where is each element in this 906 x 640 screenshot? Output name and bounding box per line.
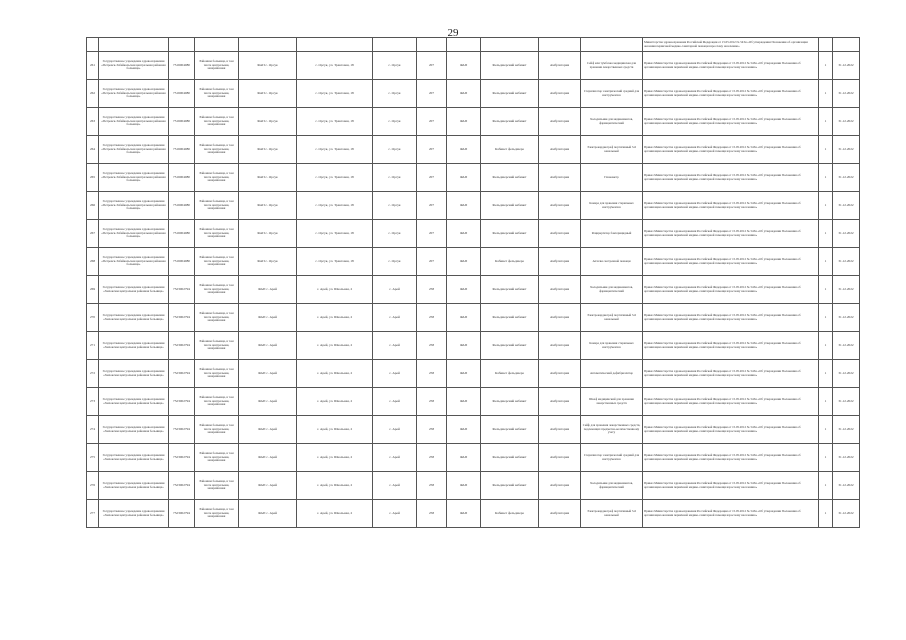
table-cell-num: 1 [819,444,833,472]
table-cell-inn [169,38,195,52]
table-cell-addr: ФАП с. Орсук [239,80,297,108]
table-cell-date: 31.12.2022 [833,276,860,304]
table-cell-settl: с. Арей [373,304,417,332]
table-cell-place [481,38,539,52]
table-cell-place: Кабинет фельдшера [481,136,539,164]
page-number: 29 [447,27,459,39]
table-cell-pop: 258 [417,472,447,500]
table-cell-kind: ФАП [447,164,481,192]
table-row [87,472,860,500]
table-row [87,164,860,192]
table-cell-dest: Амбулатория [539,52,581,80]
table-cell-date: 31.12.2022 [833,472,860,500]
table-cell-dest: Амбулатория [539,248,581,276]
table-cell-org [99,38,169,52]
table-row [87,304,860,332]
table-cell-kind: ФАП [447,80,481,108]
table-cell-kind: ФАП [447,192,481,220]
table-cell-settl: с. Арей [373,416,417,444]
table-cell-kind: ФАП [447,108,481,136]
table-cell-basis: Приказ Министерства здравоохранения Российской Федерации от 15.05.2012 № 543н «Об утверждении Положения об организации оказания первичной медико-санитарной помощи взрослому населению» [643,416,819,444]
table-cell-date: 31.12.2022 [833,304,860,332]
table-cell-purpose: Рециркулятор бактерицидный [581,220,643,248]
table-cell-inn: 7523002794 [169,360,195,388]
table-row [87,388,860,416]
table-cell-addr: ФАП с. Орсук [239,52,297,80]
table-cell-no: 276 [87,472,99,500]
table-cell-pop: 207 [417,164,447,192]
table-cell-addr: ФАП с. Арей [239,332,297,360]
table-body [87,38,860,528]
table-cell-date: 31.12.2022 [833,220,860,248]
table-cell-purpose: Холодильник для медикаментов, фармацевтический [581,276,643,304]
table-cell-no: 267 [87,220,99,248]
table-cell-settl: с. Арей [373,276,417,304]
table-row [87,220,860,248]
table-cell-pop [417,38,447,52]
table-cell-city_addr: с. Арей, ул. Школьная, 2 [297,444,373,472]
table-cell-addr: ФАП с. Арей [239,360,297,388]
table-cell-date: 31.12.2022 [833,416,860,444]
table-cell-pop: 207 [417,220,447,248]
table-cell-type: Районная больница, в том числе центральная, межрайонная [195,108,239,136]
table-row [87,80,860,108]
table-cell-org: Государственное учреждение здравоохранения «Хилокская центральная районная больница» [99,332,169,360]
table-cell-org: Государственное учреждение здравоохранения «Хилокская центральная районная больница» [99,276,169,304]
table-cell-dest: Амбулатория [539,192,581,220]
table-cell-kind: ФАП [447,304,481,332]
table-cell-inn: 7516004080 [169,108,195,136]
table-cell-inn: 7523002794 [169,444,195,472]
table-cell-settl: с. Арей [373,444,417,472]
table-cell-addr: ФАП с. Арей [239,444,297,472]
table-cell-dest: Амбулатория [539,136,581,164]
table-cell-dest: Амбулатория [539,276,581,304]
table-cell-org: Государственное учреждение здравоохранения «Петровск-Забайкальская центральная районная больница» [99,80,169,108]
table-cell-dest: Амбулатория [539,80,581,108]
table-cell-date: 31.12.2022 [833,500,860,528]
table-cell-num: 1 [819,164,833,192]
table-cell-purpose: Автоматический дефибриллятор [581,360,643,388]
table-cell-purpose: Стерилизатор электрический средний для инструментов [581,444,643,472]
table-cell-num: 1 [819,248,833,276]
table-cell-pop: 258 [417,444,447,472]
table-cell-num: 1 [819,220,833,248]
table-cell-addr: ФАП с. Орсук [239,192,297,220]
table-cell-num: 1 [819,108,833,136]
table-cell-dest: Амбулатория [539,360,581,388]
table-cell-type: Районная больница, в том числе центральная, межрайонная [195,360,239,388]
table-cell-place: Фельдшерский кабинет [481,332,539,360]
table-cell-pop: 207 [417,108,447,136]
table-cell-dest: Амбулатория [539,220,581,248]
table-cell-settl: с. Орсук [373,164,417,192]
table-cell-purpose: Глюкометр [581,164,643,192]
table-cell-pop: 258 [417,388,447,416]
table-cell-dest: Амбулатория [539,164,581,192]
table-cell-settl: с. Орсук [373,220,417,248]
table-cell-kind: ФАП [447,248,481,276]
table-cell-place: Фельдшерский кабинет [481,192,539,220]
table-cell-date: 31.12.2022 [833,388,860,416]
table-cell-type: Районная больница, в том числе центральная, межрайонная [195,192,239,220]
table-cell-type: Районная больница, в том числе центральная, межрайонная [195,52,239,80]
table-cell-purpose: Камера для хранения стерильных инструментов [581,192,643,220]
table-cell-inn: 7516004080 [169,164,195,192]
table-cell-no: 263 [87,108,99,136]
table-cell-addr: ФАП с. Орсук [239,136,297,164]
table-cell-date: 31.12.2022 [833,332,860,360]
table-cell-inn: 7516004080 [169,136,195,164]
table-cell-date: 31.12.2022 [833,108,860,136]
table-cell-kind: ФАП [447,444,481,472]
table-cell-addr: ФАП с. Арей [239,500,297,528]
table-cell-kind [447,38,481,52]
table-cell-date: 31.12.2022 [833,80,860,108]
table-cell-type: Районная больница, в том числе центральная, межрайонная [195,248,239,276]
table-cell-org: Государственное учреждение здравоохранения «Петровск-Забайкальская центральная районная больница» [99,220,169,248]
table-cell-inn: 7523002794 [169,472,195,500]
table-cell-basis: Приказ Министерства здравоохранения Российской Федерации от 15.05.2012 № 543н «Об утверждении Положения об организации оказания первичной медико-санитарной помощи взрослому населению» [643,304,819,332]
table-cell-kind: ФАП [447,332,481,360]
table-cell-org: Государственное учреждение здравоохранения «Хилокская центральная районная больница» [99,304,169,332]
table-cell-no: 261 [87,52,99,80]
table-cell-date: 31.12.2022 [833,164,860,192]
table-row [87,248,860,276]
table-cell-kind: ФАП [447,472,481,500]
table-cell-org: Государственное учреждение здравоохранения «Петровск-Забайкальская центральная районная больница» [99,136,169,164]
table-cell-num: 1 [819,472,833,500]
table-cell-place: Фельдшерский кабинет [481,52,539,80]
table-cell-addr: ФАП с. Орсук [239,220,297,248]
table-cell-org: Государственное учреждение здравоохранения «Петровск-Забайкальская центральная районная больница» [99,108,169,136]
table-cell-num: 1 [819,388,833,416]
table-cell-settl: с. Орсук [373,248,417,276]
table-row [87,136,860,164]
table-cell-settl: с. Орсук [373,108,417,136]
table-cell-basis: Приказ Министерства здравоохранения Российской Федерации от 15.05.2012 № 543н «Об утверждении Положения об организации оказания первичной медико-санитарной помощи взрослому населению» [643,276,819,304]
table-cell-kind: ФАП [447,276,481,304]
table-cell-settl: с. Арей [373,472,417,500]
table-cell-num: 1 [819,192,833,220]
table-cell-basis: Приказ Министерства здравоохранения Российской Федерации от 15.05.2012 № 543н «Об утверждении Положения об организации оказания первичной медико-санитарной помощи взрослому населению» [643,332,819,360]
table-cell-place: Фельдшерский кабинет [481,276,539,304]
table-cell-place: Кабинет фельдшера [481,500,539,528]
table-cell-city_addr: с. Орсук, ул. Трактовая, 18 [297,80,373,108]
table-cell-pop: 207 [417,136,447,164]
table-cell-no: 264 [87,136,99,164]
table-cell-dest: Амбулатория [539,472,581,500]
table-cell-basis: Приказ Министерства здравоохранения Российской Федерации от 15.05.2012 № 543н «Об утверждении Положения об организации оказания первичной медико-санитарной помощи взрослому населению» [643,360,819,388]
table-cell-dest: Амбулатория [539,108,581,136]
table-row [87,444,860,472]
equipment-register-table [86,37,860,528]
table-cell-city_addr [297,38,373,52]
table-cell-date [833,38,860,52]
table-cell-purpose: Электрокардиограф портативный 3-6 канальный [581,136,643,164]
table-cell-kind: ФАП [447,500,481,528]
table-cell-settl: с. Арей [373,360,417,388]
table-cell-basis: Приказ Министерства здравоохранения Российской Федерации от 15.05.2012 № 543н «Об утверждении Положения об организации оказания первичной медико-санитарной помощи взрослому населению» [643,444,819,472]
table-cell-org: Государственное учреждение здравоохранения «Хилокская центральная районная больница» [99,360,169,388]
table-cell-place: Фельдшерский кабинет [481,304,539,332]
table-cell-no [87,38,99,52]
table-cell-org: Государственное учреждение здравоохранения «Хилокская центральная районная больница» [99,444,169,472]
table-cell-date: 31.12.2022 [833,444,860,472]
table-cell-inn: 7523002794 [169,416,195,444]
table-cell-no: 272 [87,360,99,388]
table-cell-settl: с. Арей [373,500,417,528]
table-cell-basis: Приказ Министерства здравоохранения Российской Федерации от 15.05.2012 № 543н «Об утверждении Положения об организации оказания первичной медико-санитарной помощи взрослому населению» [643,164,819,192]
table-cell-place: Фельдшерский кабинет [481,108,539,136]
table-row [87,52,860,80]
table-cell-no: 266 [87,192,99,220]
table-cell-type: Районная больница, в том числе центральная, межрайонная [195,332,239,360]
table-cell-place: Фельдшерский кабинет [481,220,539,248]
table-cell-settl: с. Орсук [373,192,417,220]
table-cell-date: 31.12.2022 [833,248,860,276]
table-row [87,38,860,52]
table-cell-type: Районная больница, в том числе центральная, межрайонная [195,388,239,416]
table-cell-type: Районная больница, в том числе центральная, межрайонная [195,80,239,108]
table-cell-basis: Приказ Министерства здравоохранения Российской Федерации от 15.05.2012 № 543н «Об утверждении Положения об организации оказания первичной медико-санитарной помощи взрослому населению» [643,388,819,416]
table-cell-no: 270 [87,304,99,332]
table-cell-pop: 258 [417,416,447,444]
table-cell-place: Фельдшерский кабинет [481,164,539,192]
table-cell-kind: ФАП [447,360,481,388]
table-cell-num: 1 [819,304,833,332]
table-cell-settl [373,38,417,52]
table-cell-pop: 258 [417,360,447,388]
table-row [87,416,860,444]
table-cell-no: 268 [87,248,99,276]
table-cell-inn: 7523002794 [169,388,195,416]
table-cell-city_addr: с. Арей, ул. Школьная, 2 [297,500,373,528]
table-cell-inn: 7516004080 [169,52,195,80]
table-cell-purpose [581,38,643,52]
table-cell-city_addr: с. Арей, ул. Школьная, 2 [297,360,373,388]
table-cell-city_addr: с. Арей, ул. Школьная, 2 [297,332,373,360]
table-cell-num: 1 [819,332,833,360]
table-cell-settl: с. Арей [373,388,417,416]
table-cell-basis: Приказ Министерства здравоохранения Российской Федерации от 15.05.2012 № 543н «Об утверждении Положения об организации оказания первичной медико-санитарной помощи взрослому населению» [643,52,819,80]
table-cell-pop: 258 [417,332,447,360]
table-cell-inn: 7523002794 [169,332,195,360]
table-cell-date: 31.12.2022 [833,52,860,80]
table-cell-addr [239,38,297,52]
table-row [87,332,860,360]
table-cell-org: Государственное учреждение здравоохранения «Петровск-Забайкальская центральная районная больница» [99,248,169,276]
table-cell-purpose: Аптечка экстренной помощи [581,248,643,276]
table-cell-pop: 207 [417,248,447,276]
table-cell-type: Районная больница, в том числе центральная, межрайонная [195,416,239,444]
table-cell-settl: с. Орсук [373,80,417,108]
table-cell-purpose: Шкаф медицинский для хранения лекарственных средств [581,388,643,416]
table-cell-dest: Амбулатория [539,332,581,360]
table-cell-date: 31.12.2022 [833,192,860,220]
table-cell-no: 277 [87,500,99,528]
table-cell-org: Государственное учреждение здравоохранения «Петровск-Забайкальская центральная районная больница» [99,192,169,220]
table-cell-basis: Приказ Министерства здравоохранения Российской Федерации от 15.05.2012 № 543н «Об утверждении Положения об организации оказания первичной медико-санитарной помощи взрослому населению» [643,136,819,164]
table-cell-city_addr: с. Арей, ул. Школьная, 2 [297,276,373,304]
table-cell-addr: ФАП с. Орсук [239,108,297,136]
table-cell-city_addr: с. Орсук, ул. Трактовая, 18 [297,248,373,276]
table-cell-purpose: Сейф для хранения лекарственных средств, подлежащих предметно-количественному учету [581,416,643,444]
table-cell-num: 1 [819,276,833,304]
table-cell-org: Государственное учреждение здравоохранения «Хилокская центральная районная больница» [99,500,169,528]
table-cell-city_addr: с. Орсук, ул. Трактовая, 18 [297,220,373,248]
table-cell-addr: ФАП с. Арей [239,304,297,332]
table-cell-place: Фельдшерский кабинет [481,472,539,500]
table-cell-place: Фельдшерский кабинет [481,416,539,444]
table-cell-basis: Приказ Министерства здравоохранения Российской Федерации от 15.05.2012 № 543н «Об утверждении Положения об организации оказания первичной медико-санитарной помощи взрослому населению» [643,220,819,248]
table-row [87,276,860,304]
table-cell-inn: 7516004080 [169,192,195,220]
table-cell-city_addr: с. Орсук, ул. Трактовая, 18 [297,192,373,220]
table-cell-org: Государственное учреждение здравоохранения «Хилокская центральная районная больница» [99,388,169,416]
table-cell-basis: Приказ Министерства здравоохранения Российской Федерации от 15.05.2012 № 543н «Об утверждении Положения об организации оказания первичной медико-санитарной помощи взрослому населению» [643,192,819,220]
table-cell-num: 1 [819,500,833,528]
table-cell-dest: Амбулатория [539,500,581,528]
table-cell-kind: ФАП [447,52,481,80]
table-cell-date: 31.12.2022 [833,360,860,388]
table-cell-city_addr: с. Орсук, ул. Трактовая, 18 [297,164,373,192]
table-cell-addr: ФАП с. Орсук [239,248,297,276]
table-cell-pop: 258 [417,500,447,528]
table-cell-num: 1 [819,360,833,388]
table-cell-basis: Приказ Министерства здравоохранения Российской Федерации от 15.05.2012 № 543н «Об утверждении Положения об организации оказания первичной медико-санитарной помощи взрослому населению» [643,500,819,528]
table-cell-type: Районная больница, в том числе центральная, межрайонная [195,472,239,500]
table-cell-purpose: Холодильник для медикаментов, фармацевтический [581,472,643,500]
table-cell-org: Государственное учреждение здравоохранения «Хилокская центральная районная больница» [99,472,169,500]
table-cell-basis: Приказ Министерства здравоохранения Российской Федерации от 15.05.2012 № 543н «Об утверждении Положения об организации оказания первичной медико-санитарной помощи взрослому населению» [643,248,819,276]
table-cell-type: Районная больница, в том числе центральная, межрайонная [195,444,239,472]
table-cell-inn: 7516004080 [169,80,195,108]
table-cell-inn: 7516004080 [169,220,195,248]
table-cell-basis: Министерства здравоохранения Российской Федерации от 15.05.2012 № 543н «Об утверждении Положения об организации оказания первичной медико-санитарной помощи взрослому населению» [643,38,819,52]
table-cell-inn: 7523002794 [169,276,195,304]
table-cell-type: Районная больница, в том числе центральная, межрайонная [195,220,239,248]
table-cell-num: 1 [819,416,833,444]
table-cell-dest: Амбулатория [539,444,581,472]
table-cell-num [819,38,833,52]
table-cell-city_addr: с. Арей, ул. Школьная, 2 [297,416,373,444]
table-cell-dest [539,38,581,52]
table-row [87,192,860,220]
table-cell-no: 262 [87,80,99,108]
table-cell-pop: 207 [417,192,447,220]
table-cell-no: 274 [87,416,99,444]
table-cell-kind: ФАП [447,416,481,444]
table-cell-purpose: Холодильник для медикаментов, фармацевтический [581,108,643,136]
table-cell-inn: 7523002794 [169,304,195,332]
table-cell-pop: 207 [417,52,447,80]
table-cell-settl: с. Орсук [373,136,417,164]
table-cell-city_addr: с. Арей, ул. Школьная, 2 [297,388,373,416]
table-cell-type: Районная больница, в том числе центральная, межрайонная [195,276,239,304]
table-cell-basis: Приказ Министерства здравоохранения Российской Федерации от 15.05.2012 № 543н «Об утверждении Положения об организации оказания первичной медико-санитарной помощи взрослому населению» [643,472,819,500]
table-cell-place: Кабинет фельдшера [481,248,539,276]
table-cell-type: Районная больница, в том числе центральная, межрайонная [195,304,239,332]
table-cell-no: 265 [87,164,99,192]
table-cell-org: Государственное учреждение здравоохранения «Петровск-Забайкальская центральная районная больница» [99,164,169,192]
table-cell-kind: ФАП [447,388,481,416]
table-cell-dest: Амбулатория [539,416,581,444]
table-row [87,500,860,528]
table-cell-city_addr: с. Орсук, ул. Трактовая, 18 [297,52,373,80]
table-cell-no: 273 [87,388,99,416]
table-cell-basis: Приказ Министерства здравоохранения Российской Федерации от 15.05.2012 № 543н «Об утверждении Положения об организации оказания первичной медико-санитарной помощи взрослому населению» [643,80,819,108]
table-cell-org: Государственное учреждение здравоохранения «Петровск-Забайкальская центральная районная больница» [99,52,169,80]
table-cell-addr: ФАП с. Арей [239,276,297,304]
table-cell-place: Фельдшерский кабинет [481,80,539,108]
table-cell-addr: ФАП с. Арей [239,416,297,444]
table-cell-dest: Амбулатория [539,388,581,416]
table-cell-no: 275 [87,444,99,472]
table-cell-addr: ФАП с. Орсук [239,164,297,192]
table-cell-settl: с. Арей [373,332,417,360]
table-cell-inn: 7523002794 [169,500,195,528]
table-cell-num: 1 [819,80,833,108]
table-cell-no: 269 [87,276,99,304]
table-cell-purpose: Сейф или тумбочка медицинская для хранения лекарственных средств [581,52,643,80]
table-cell-org: Государственное учреждение здравоохранения «Хилокская центральная районная больница» [99,416,169,444]
table-cell-purpose: Стерилизатор электрический средний для инструментов [581,80,643,108]
table-cell-purpose: Камера для хранения стерильных инструментов [581,332,643,360]
table-cell-purpose: Электрокардиограф портативный 3-6 канальный [581,304,643,332]
table-cell-type: Районная больница, в том числе центральная, межрайонная [195,164,239,192]
table-cell-type [195,38,239,52]
table-cell-settl: с. Орсук [373,52,417,80]
table-cell-inn: 7516004080 [169,248,195,276]
table-cell-addr: ФАП с. Арей [239,388,297,416]
table-cell-city_addr: с. Арей, ул. Школьная, 2 [297,472,373,500]
table-cell-no: 271 [87,332,99,360]
table-cell-type: Районная больница, в том числе центральная, межрайонная [195,136,239,164]
table-cell-city_addr: с. Орсук, ул. Трактовая, 18 [297,108,373,136]
table-cell-place: Фельдшерский кабинет [481,388,539,416]
table-cell-kind: ФАП [447,136,481,164]
table-cell-num: 1 [819,52,833,80]
table-cell-dest: Амбулатория [539,304,581,332]
table-cell-date: 31.12.2022 [833,136,860,164]
table-row [87,360,860,388]
table-row [87,108,860,136]
table-cell-kind: ФАП [447,220,481,248]
table-cell-place: Фельдшерский кабинет [481,444,539,472]
table-cell-place: Кабинет фельдшера [481,360,539,388]
table-cell-pop: 207 [417,80,447,108]
table-cell-num: 1 [819,136,833,164]
table-cell-city_addr: с. Арей, ул. Школьная, 2 [297,304,373,332]
table-cell-addr: ФАП с. Арей [239,472,297,500]
table-cell-type: Районная больница, в том числе центральная, межрайонная [195,500,239,528]
table-cell-pop: 258 [417,276,447,304]
table-cell-purpose: Электрокардиограф портативный 3-6 канальный [581,500,643,528]
table-cell-basis: Приказ Министерства здравоохранения Российской Федерации от 15.05.2012 № 543н «Об утверждении Положения об организации оказания первичной медико-санитарной помощи взрослому населению» [643,108,819,136]
table-cell-city_addr: с. Орсук, ул. Трактовая, 18 [297,136,373,164]
table-cell-pop: 258 [417,304,447,332]
